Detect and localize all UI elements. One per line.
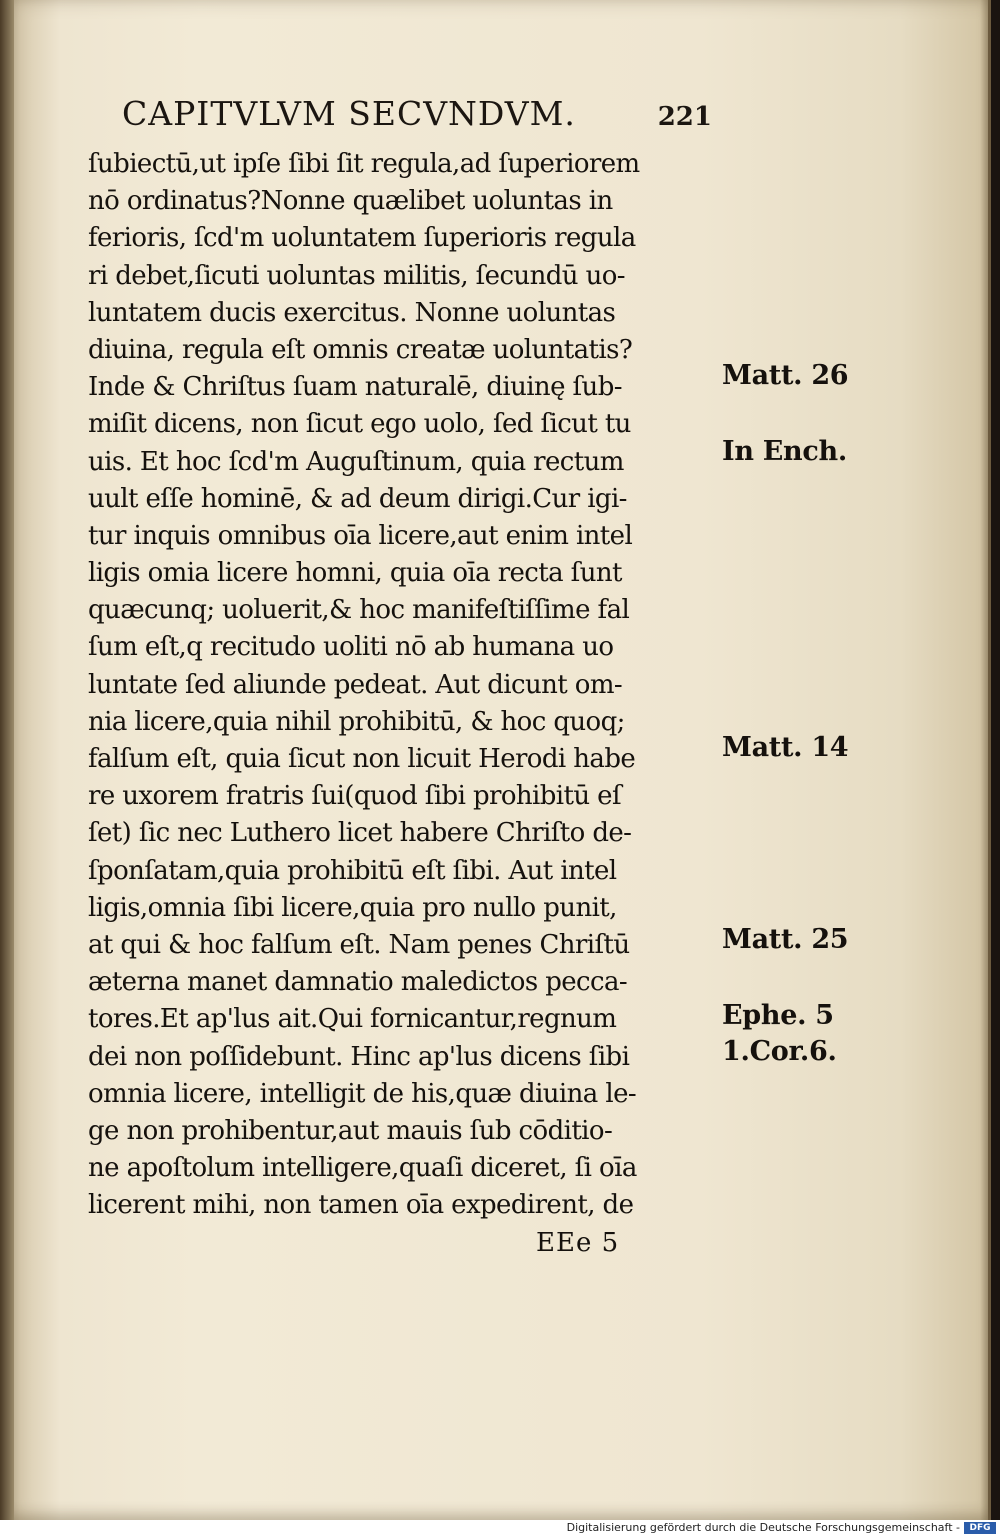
text-line: ne apoſtolum intelligere,quaſi diceret, ſi oīa: [88, 1153, 637, 1184]
margin-note-1-cor-6: 1.Cor.6.: [722, 1036, 837, 1067]
text-line: ſponſatam,quia prohibitū eſt ſibi. Aut intel: [88, 855, 617, 886]
body-text: [88, 146, 716, 1224]
text-line: quæcunq; uoluerit,& hoc manifeſtiſſime fal: [88, 595, 630, 626]
text-line: ſum eſt,q recitudo uoliti nō ab humana uo: [88, 632, 614, 663]
text-line: tores.Et ap'lus ait.Qui fornicantur,regnum: [88, 1004, 617, 1035]
margin-note-in-ench: In Ench.: [722, 436, 847, 467]
text-line: re uxorem fratris ſui(quod ſibi prohibitū eſ: [88, 781, 621, 812]
text-line: luntatem ducis exercitus. Nonne uoluntas: [88, 297, 616, 328]
text-line: at qui & hoc falſum eſt. Nam penes Chriſtū: [88, 929, 630, 960]
text-line: uult eſſe hominē, & ad deum dirigi.Cur igi-: [88, 483, 627, 514]
text-line: omnia licere, intelligit de his,quæ diuina le-: [88, 1078, 637, 1109]
text-line: diuina, regula eſt omnis creatæ uoluntatis?: [88, 334, 633, 365]
text-line: ligis,omnia ſibi licere,quia pro nullo punit,: [88, 892, 617, 923]
text-line: ge non prohibentur,aut mauis ſub cōditio-: [88, 1115, 613, 1146]
text-line: miſit dicens, non ſicut ego uolo, ſed ſicut tu: [88, 409, 631, 440]
signature-mark: EEe 5: [536, 1228, 620, 1258]
margin-note-matt-14: Matt. 14: [722, 732, 849, 763]
chapter-title: CAPITVLVM SECVNDVM.: [122, 94, 576, 133]
text-line: falſum eſt, quia ſicut non licuit Herodi habe: [88, 744, 636, 774]
text-line: uis. Et hoc ſcd'm Auguſtinum, quia rectum: [88, 446, 624, 477]
digitization-credit: Digitalisierung gefördert durch die Deutsche Forschungsgemeinschaft -: [566, 1521, 960, 1534]
text-line: luntate ſed aliunde pedeat. Aut dicunt om-: [88, 669, 623, 700]
margin-note-ephe-5: Ephe. 5: [722, 1000, 834, 1031]
text-line: ferioris, ſcd'm uoluntatem ſuperioris regula: [88, 223, 636, 254]
text-line: tur inquis omnibus oīa licere,aut enim intel: [88, 520, 633, 551]
text-line: ſubiectū,ut ipſe ſibi ſit regula,ad ſuperiorem: [88, 149, 640, 179]
text-line: ſet) ſic nec Luthero licet habere Chriſto de-: [88, 818, 632, 849]
text-line: dei non poſſidebunt. Hinc ap'lus dicens ſibi: [88, 1041, 630, 1072]
margin-note-matt-26: Matt. 26: [722, 360, 849, 391]
dfg-logo: DFG: [964, 1522, 996, 1534]
text-line: Inde & Chriſtus ſuam naturalē, diuinę ſub-: [88, 372, 622, 403]
text-line: ri debet,ſicuti uoluntas militis, ſecundū uo-: [88, 260, 625, 291]
folio-number: 221: [657, 102, 712, 132]
text-line: æterna manet damnatio maledictos pecca-: [88, 967, 628, 998]
text-line: ligis omia licere homni, quia oīa recta ſunt: [88, 558, 622, 589]
text-line: licerent mihi, non tamen oīa expedirent, de: [88, 1190, 634, 1221]
text-line: nō ordinatus?Nonne quælibet uoluntas in: [88, 186, 613, 217]
margin-note-matt-25: Matt. 25: [722, 924, 849, 955]
page-gutter: [0, 0, 14, 1520]
text-line: nia licere,quia nihil prohibitū, & hoc quoq;: [88, 706, 625, 737]
running-head: [122, 94, 712, 140]
